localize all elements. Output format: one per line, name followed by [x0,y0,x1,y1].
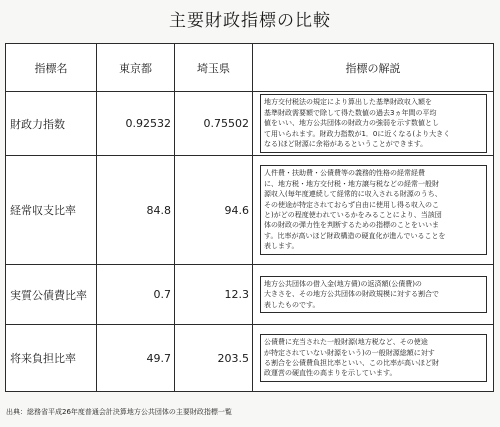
header-saitama: 埼玉県 [175,44,253,92]
explanation-text: 人件費・扶助費・公債費等の義務的性格の経常経費 に、地方税・地方交付税・地方譲与税などの経常一般財 源収入(毎年度連続して経常的に収入される財源のうち、 その使途が特定されておらず自由に使用し得る収入のこ と)がどの程度使われているかをみることにより、当該団 体の財政の弾力性を判断するための指標のことをいいま す。比率が高いほど財政構造の硬直化が進んでいることを 表します。 [260,165,487,254]
saitama-value: 12.3 [175,265,253,325]
table-row [6,156,494,265]
tokyo-value: 49.7 [97,325,175,392]
table-row [6,265,494,325]
explanation-text: 公債費に充当された一般財源(地方税など、その使途 が特定されていない財源をいう)の一般財源総額に対す る割合を公債費負担比率といい、この比率が高いほど財 政運営の硬直性の高まりを示しています。 [260,334,487,382]
saitama-value: 203.5 [175,325,253,392]
source-note: 出典：総務省平成26年度普通会計決算地方公共団体の主要財政指標一覧 [6,408,232,416]
header-tokyo: 東京都 [97,44,175,92]
tokyo-value: 0.92532 [97,92,175,156]
explanation-text: 地方公共団体の借入金(地方債)の返済額(公債費)の 大きさを、その地方公共団体の財政規模に対する割合で 表したものです。 [260,276,487,313]
financial-indicator-table [5,43,494,392]
header-indicator: 指標名 [6,44,97,92]
saitama-value: 0.75502 [175,92,253,156]
page-title: 主要財政指標の比較 [169,11,331,31]
table-row [6,325,494,392]
explanation-cell [253,325,494,392]
table-header-row [6,44,494,92]
indicator-name: 経常収支比率 [6,156,97,265]
explanation-cell [253,156,494,265]
saitama-value: 94.6 [175,156,253,265]
explanation-text: 地方交付税法の規定により算出した基準財政収入額を 基準財政需要額で除して得た数値の過去3ヵ年間の平均 値をいい、地方公共団体の財政力の強弱を示す数値とし て用いられます。財政力指数が1．0に近くなる(より大きく なる)ほど財源に余裕があるということができます。 [260,94,487,152]
tokyo-value: 0.7 [97,265,175,325]
indicator-name: 実質公債費比率 [6,265,97,325]
indicator-name: 財政力指数 [6,92,97,156]
indicator-name: 将来負担比率 [6,325,97,392]
table-row [6,92,494,156]
tokyo-value: 84.8 [97,156,175,265]
header-explanation: 指標の解説 [253,44,494,92]
explanation-cell [253,92,494,156]
explanation-cell [253,265,494,325]
